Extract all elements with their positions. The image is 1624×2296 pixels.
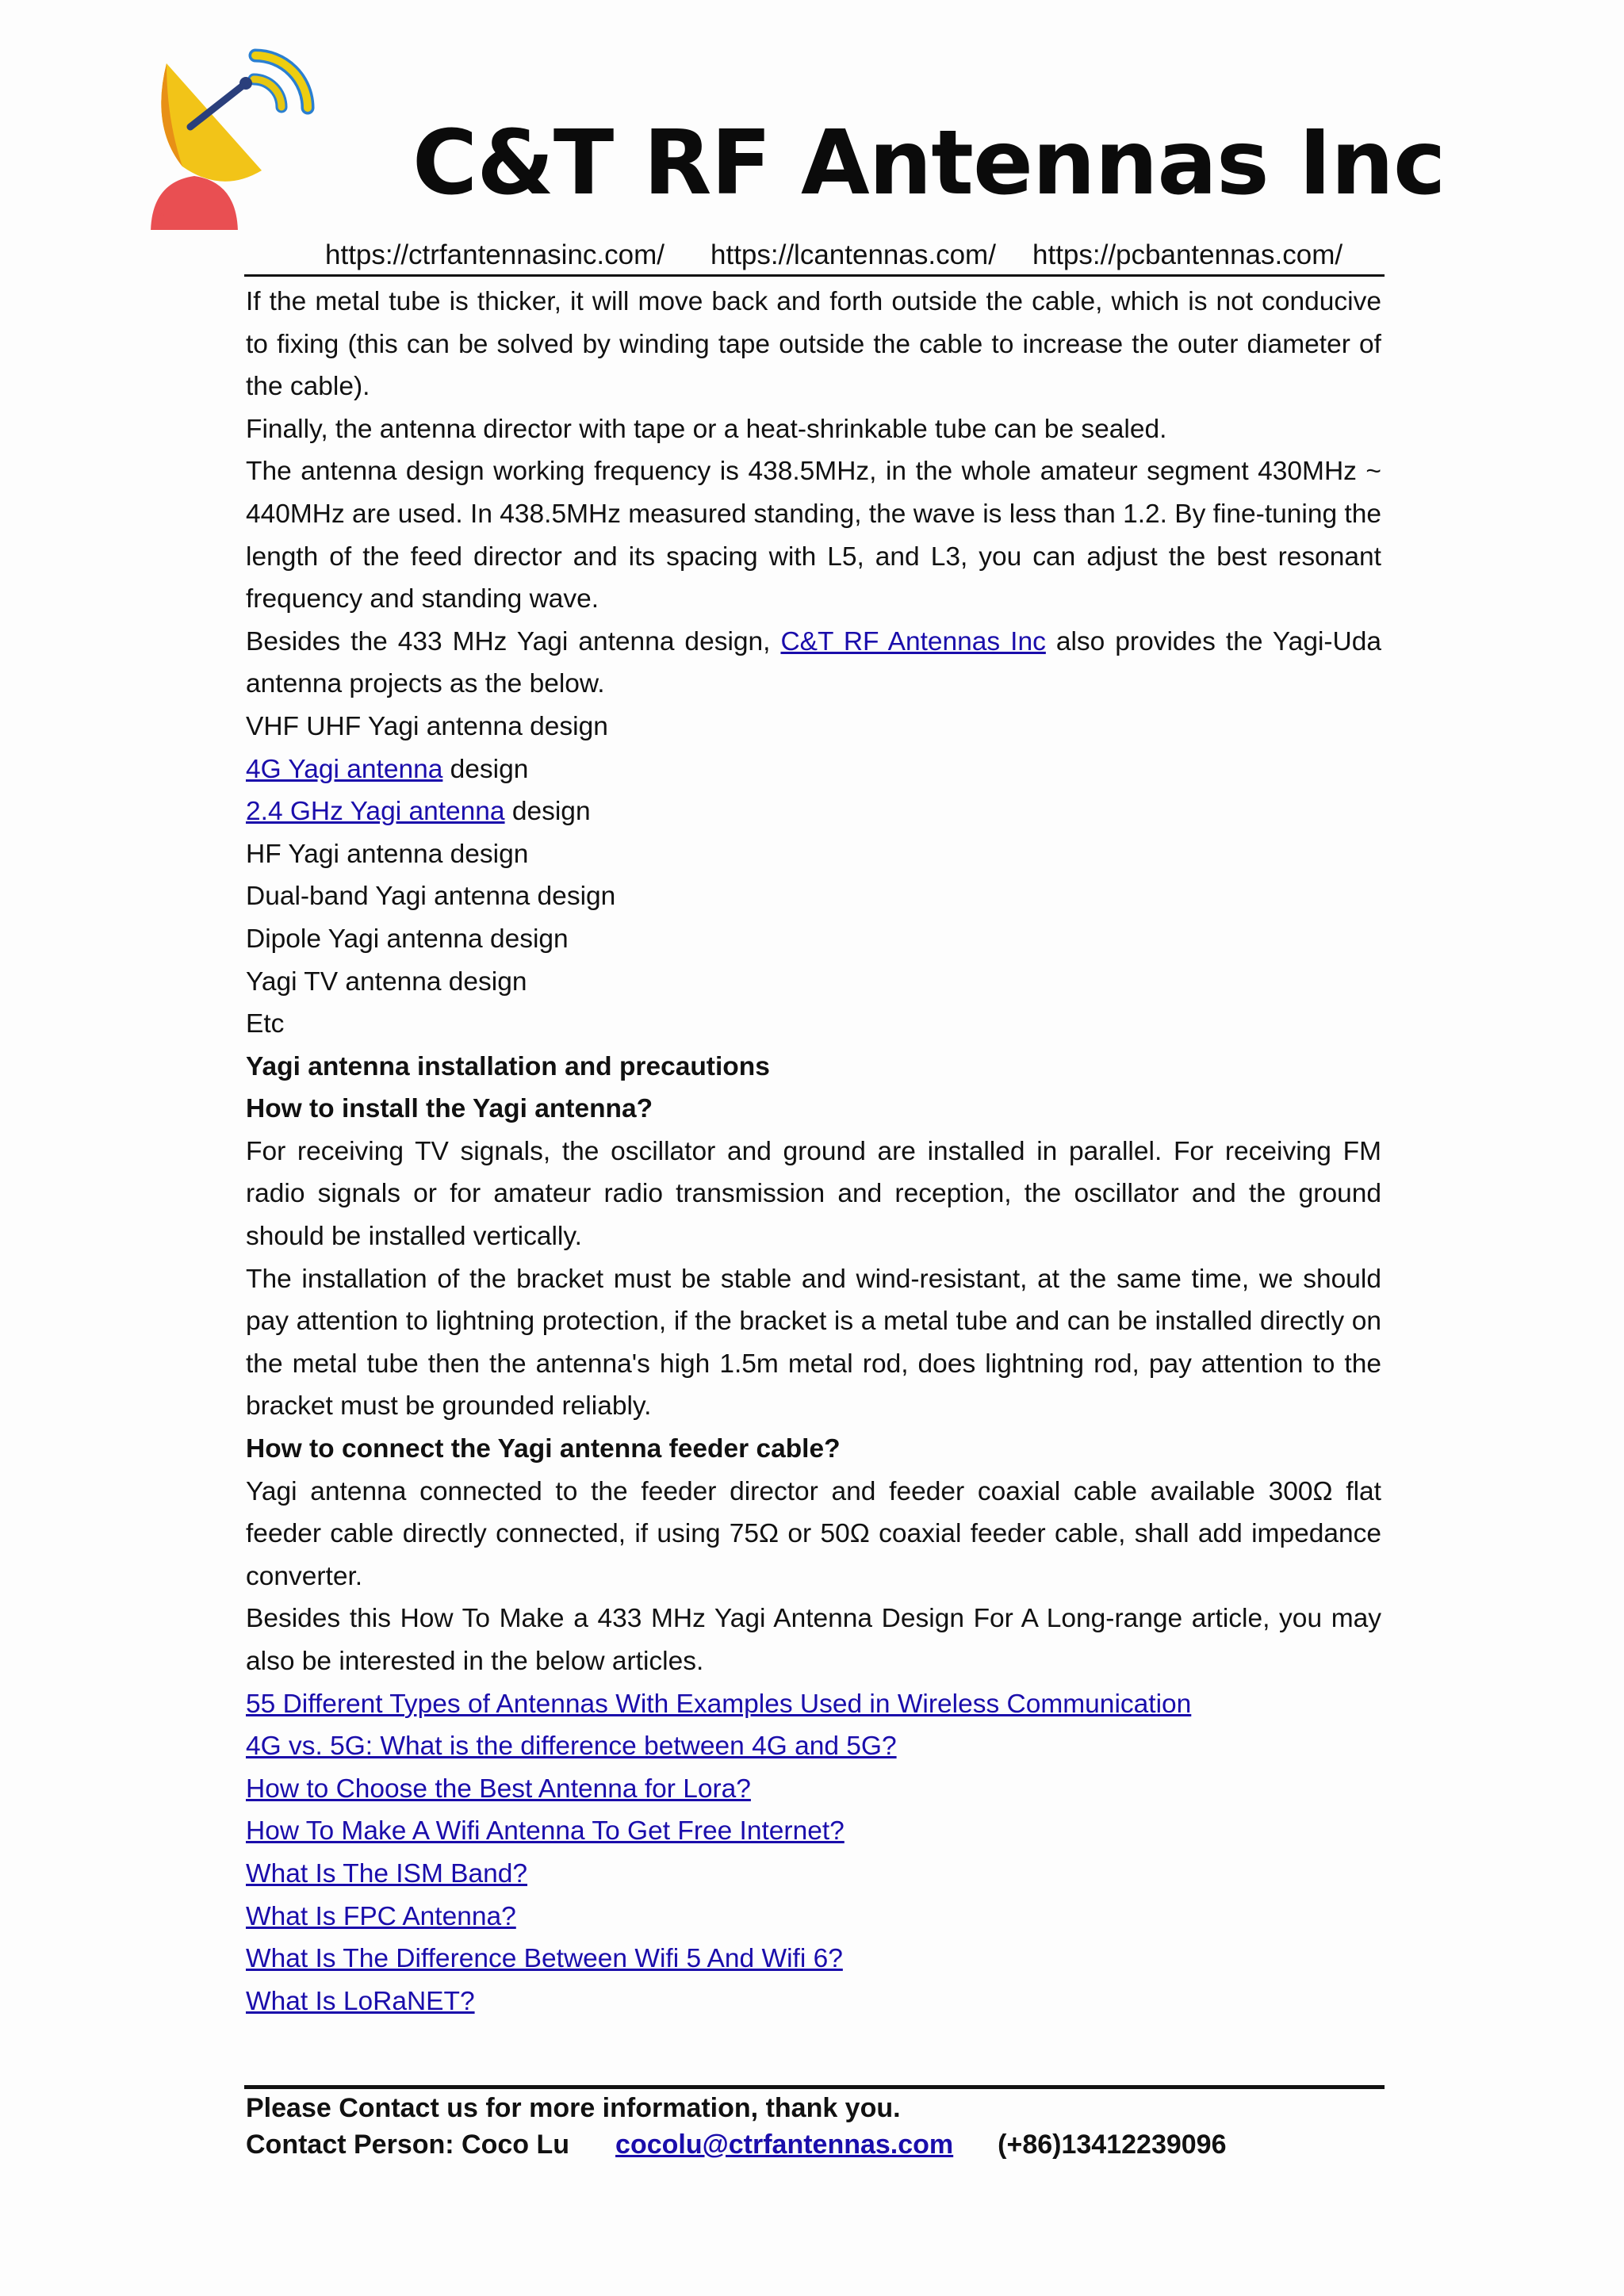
section-heading: How to install the Yagi antenna?: [246, 1094, 653, 1124]
list-item: Dual-band Yagi antenna design: [246, 882, 616, 912]
section-heading: Yagi antenna installation and precautions: [246, 1051, 770, 1081]
paragraph: Besides the 433 MHz Yagi antenna design, C&T RF Antennas Inc also provides the Yagi-Uda antenna projects as the below.: [246, 626, 1382, 699]
paragraph: Besides this How To Make a 433 MHz Yagi Antenna Design For A Long-range article, you may also be interested in the below articles.: [246, 1604, 1381, 1676]
list-item: VHF UHF Yagi antenna design: [246, 711, 608, 741]
article-link[interactable]: What Is FPC Antenna?: [246, 1901, 516, 1931]
article-link[interactable]: What Is The Difference Between Wifi 5 And Wifi 6?: [246, 1944, 843, 1974]
24ghz-yagi-link[interactable]: 2.4 GHz Yagi antenna: [246, 797, 505, 827]
company-link[interactable]: C&T RF Antennas Inc: [780, 626, 1046, 656]
list-item: 2.4 GHz Yagi antenna design: [246, 797, 591, 827]
section-heading: How to connect the Yagi antenna feeder cable?: [246, 1434, 841, 1464]
contact-line: [246, 2126, 1227, 2163]
contact-prompt: Please Contact us for more information, thank you.: [246, 2093, 901, 2123]
4g-yagi-link[interactable]: 4G Yagi antenna: [246, 754, 443, 784]
paragraph: If the metal tube is thicker, it will move back and forth outside the cable, which is not conducive to fixing (this can be solved by winding tape outside the cable to increase the outer diameter of the cable).: [246, 287, 1381, 402]
contact-person: Contact Person: Coco Lu: [246, 2130, 570, 2160]
list-item: 4G Yagi antenna design: [246, 754, 529, 784]
article-link-item: [246, 1980, 1381, 2023]
url-pcbantennas[interactable]: https://pcbantennas.com/: [1032, 239, 1343, 270]
header-divider: [244, 274, 1385, 277]
article-link-item: [246, 1768, 1381, 1811]
list-item: Dipole Yagi antenna design: [246, 924, 569, 954]
paragraph: Yagi antenna connected to the feeder director and feeder coaxial cable available 300Ω flat feeder cable directly connected, if using 75Ω or 50Ω coaxial feeder cable, shall add impedance converter.: [246, 1476, 1381, 1591]
article-body: [246, 281, 1381, 2022]
list-item: Yagi TV antenna design: [246, 966, 527, 997]
article-link-item: [246, 1896, 1381, 1938]
company-logo: [135, 32, 333, 230]
article-link[interactable]: 4G vs. 5G: What is the difference between 4G and 5G?: [246, 1732, 897, 1762]
list-item: Etc: [246, 1009, 285, 1039]
article-link[interactable]: What Is LoRaNET?: [246, 1986, 475, 2016]
article-link-item: [246, 1938, 1381, 1980]
article-link-item: [246, 1853, 1381, 1896]
list-item: HF Yagi antenna design: [246, 839, 529, 869]
url-lcantennas[interactable]: https://lcantennas.com/: [710, 239, 996, 270]
company-name: C&T RF Antennas Inc: [412, 112, 1446, 215]
paragraph: Finally, the antenna director with tape or a heat-shrinkable tube can be sealed.: [246, 414, 1167, 444]
contact-email-link[interactable]: cocolu@ctrfantennas.com: [615, 2130, 954, 2160]
article-link-item: [246, 1810, 1381, 1853]
url-ctrfantennasinc[interactable]: https://ctrfantennasinc.com/: [325, 239, 665, 270]
article-link[interactable]: How To Make A Wifi Antenna To Get Free Internet?: [246, 1816, 845, 1846]
article-link[interactable]: What Is The ISM Band?: [246, 1858, 528, 1888]
satellite-dish-icon: [135, 32, 333, 230]
article-link-item: [246, 1683, 1381, 1726]
footer: [246, 2090, 1227, 2163]
footer-divider: [244, 2085, 1385, 2089]
paragraph: The installation of the bracket must be stable and wind-resistant, at the same time, we should pay attention to lightning protection, if the bracket is a metal tube and can be installed directly on the metal tube then the antenna's high 1.5m metal rod, does lightning rod, pay attention to the bracket must be grounded reliably.: [246, 1264, 1381, 1422]
article-link-item: [246, 1725, 1381, 1768]
paragraph: For receiving TV signals, the oscillator and ground are installed in parallel. For receiving FM radio signals or for amateur radio transmission and reception, the oscillator and the ground should be installed vertically.: [246, 1136, 1381, 1252]
contact-phone: (+86)13412239096: [998, 2130, 1227, 2160]
paragraph: The antenna design working frequency is 438.5MHz, in the whole amateur segment 430MHz ~ 440MHz are used. In 438.5MHz measured standing, the wave is less than 1.2. By fine-tuning the length of the feed director and its spacing with L5, and L3, you can adjust the best resonant frequency and standing wave.: [246, 457, 1381, 614]
article-link[interactable]: 55 Different Types of Antennas With Examples Used in Wireless Communication: [246, 1689, 1192, 1719]
article-link[interactable]: How to Choose the Best Antenna for Lora?: [246, 1774, 751, 1804]
